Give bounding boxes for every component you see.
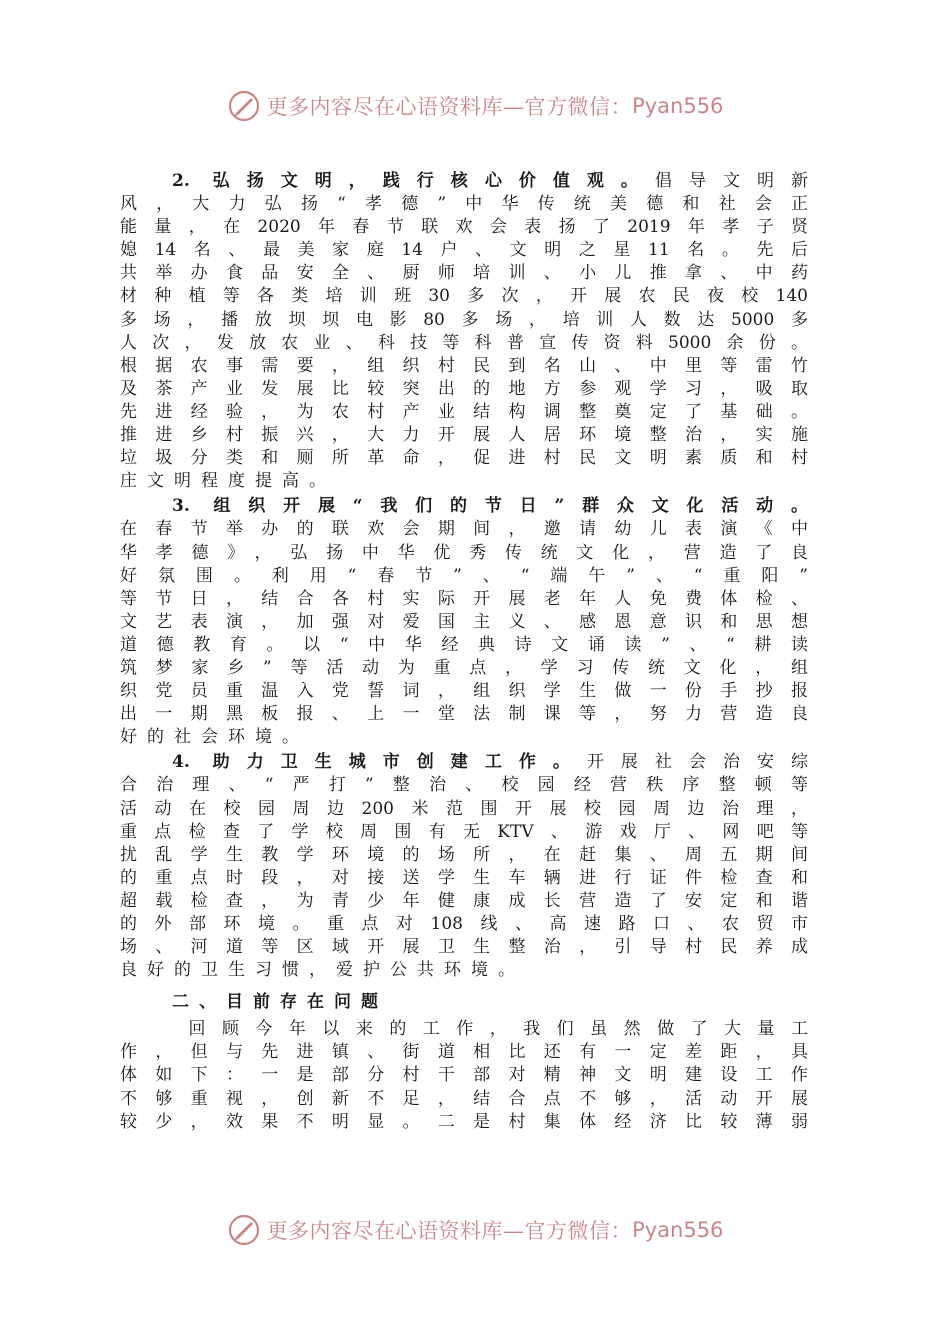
paragraph-hygiene	[120, 751, 808, 982]
pen-logo-icon	[227, 1213, 261, 1247]
text-line: 华孝德》，弘扬中华优秀传统文化，营造了良	[120, 542, 808, 563]
text-line: 好的社会环境。	[120, 727, 309, 748]
text-line: 垃圾分类和厕所革命，促进村民文明素质和村	[120, 448, 808, 469]
text-line: 重点检查了学校周围有无KTV、游戏厅、网吧等	[120, 821, 808, 842]
text-line: 场、河道等区域开展卫生整治，引导村民养成	[120, 937, 808, 958]
text-line: 良好的卫生习惯，爱护公共环境。	[120, 960, 525, 981]
text-line: 共举办食品安全、厨师培训、小儿推拿、中药	[120, 263, 808, 284]
text-line: 体如下：一是部分村干部对精神文明建设工作	[120, 1065, 808, 1086]
text-line: 人次，发放农业、科技等科普宣传资料5000余份。	[120, 332, 808, 353]
section-lead: 4. 助力卫生城市创建工作。	[172, 752, 587, 773]
text-line: 庄文明程度提高。	[120, 471, 336, 492]
text-line: 能量，在2020年春节联欢会表扬了2019年孝子贤	[120, 217, 808, 238]
paragraph-first-line	[120, 751, 808, 774]
text-line: 多场，播放坝坝电影80多场，培训人数达5000多	[120, 309, 808, 330]
text-line: 开展社会治安综	[586, 752, 808, 773]
document-body	[120, 170, 808, 1136]
text-line: 推进乡村振兴，大力开展人居环境整治，实施	[120, 425, 808, 446]
watermark-wechat-id: Pyan556	[632, 94, 724, 118]
section-lead: 3. 组织开展“我们的节日”群众文化活动。	[172, 496, 808, 517]
watermark-header	[0, 84, 950, 128]
paragraph-first-line	[120, 495, 808, 518]
section-lead: 2. 弘扬文明，践行核心价值观。	[172, 171, 655, 191]
paragraph-first-line	[120, 170, 808, 193]
paragraph-civilization	[120, 170, 808, 493]
text-line: 筑梦家乡”等活动为重点，学习传统文化，组	[120, 657, 808, 678]
text-line: 道德教育。以“中华经典诗文诵读”、“耕读	[120, 634, 808, 655]
watermark-text: 更多内容尽在心语资料库—官方微信：	[266, 95, 633, 119]
text-line: 材种植等各类培训班30多次，开展农民夜校140	[120, 286, 808, 307]
watermark-text: 更多内容尽在心语资料库—官方微信：	[266, 1219, 633, 1243]
text-line: 先进经验，为农村产业结构调整奠定了基础。	[120, 401, 808, 422]
text-line: 的重点时段，对接送学生车辆进行证件检查和	[120, 867, 808, 888]
text-line: 回顾今年以来的工作，我们虽然做了大量工	[172, 1019, 808, 1040]
text-line: 倡导文明新	[654, 171, 808, 191]
pen-logo-icon	[227, 89, 261, 123]
paragraph-first-line	[120, 1018, 808, 1041]
text-line: 及茶产业发展比较突出的地方参观学习，吸取	[120, 378, 808, 399]
text-line: 好氛围。利用“春节”、“端午”、“重阳”	[120, 565, 808, 586]
paragraph-problems	[120, 1018, 808, 1133]
text-line: 在春节举办的联欢会期间，邀请幼儿表演《中	[120, 519, 808, 540]
text-line: 不够重视，创新不足，结合点不够，活动开展	[120, 1088, 808, 1109]
section-heading: 二、目前存在问题	[172, 992, 388, 1013]
text-line: 风，大力弘扬“孝德”中华传统美德和社会正	[120, 194, 808, 215]
text-line: 等节日，结合各村实际开展老年人免费体检、	[120, 588, 808, 609]
watermark-wechat-id: Pyan556	[632, 1218, 724, 1242]
text-line: 合治理、“严打”整治、校园经营秩序整顿等	[120, 775, 808, 796]
text-line: 作，但与先进镇、街道相比还有一定差距，具	[120, 1042, 808, 1063]
text-line: 出一期黑板报、上一堂法制课等，努力营造良	[120, 704, 808, 725]
text-line: 根据农事需要，组织村民到名山、中里等雷竹	[120, 355, 808, 376]
text-line: 扰乱学生教学环境的场所，在赶集、周五期间	[120, 844, 808, 865]
text-line: 较少，效果不明显。二是村集体经济比较薄弱	[120, 1111, 808, 1132]
text-line: 活动在校园周边200米范围开展校园周边治理，	[120, 798, 808, 819]
text-line: 的外部环境。重点对108线、高速路口、农贸市	[120, 914, 808, 934]
text-line: 织党员重温入党誓词，组织学生做一份手抄报	[120, 681, 808, 702]
text-line: 文艺表演，加强对爱国主义、感恩意识和思想	[120, 611, 808, 632]
paragraph-festivals	[120, 495, 808, 749]
text-line: 超载检查，为青少年健康成长营造了安定和谐	[120, 890, 808, 911]
watermark-footer	[0, 1208, 950, 1252]
text-line: 媳14名、最美家庭14户、文明之星11名。先后	[120, 240, 808, 261]
